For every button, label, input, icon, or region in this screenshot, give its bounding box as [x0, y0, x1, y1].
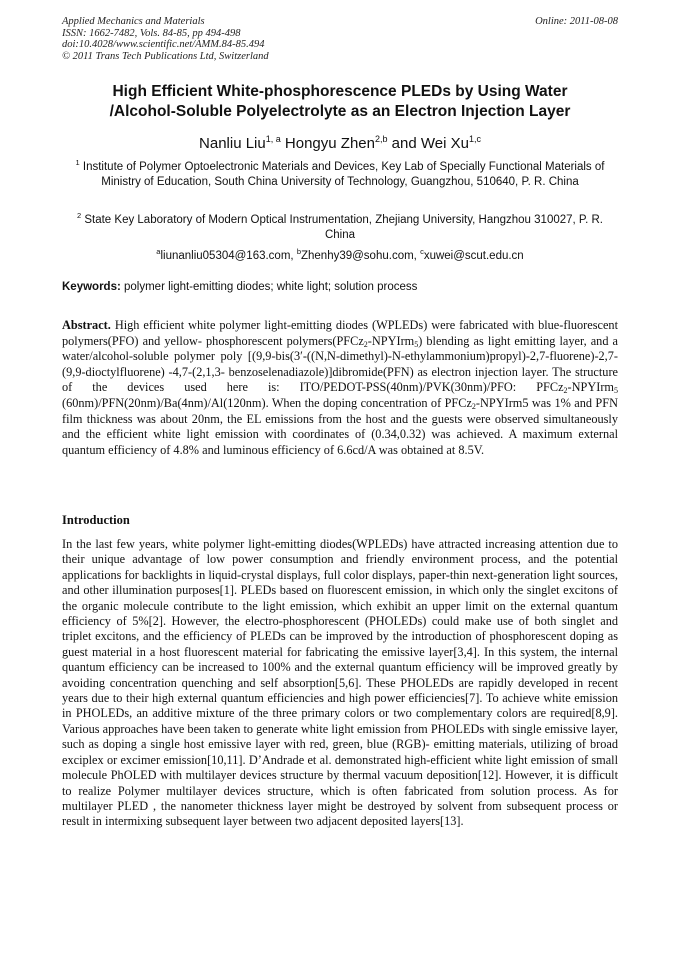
paper-title [62, 82, 618, 122]
affiliation-1 [62, 155, 618, 190]
affiliation-1-text: Institute of Polymer Optoelectronic Materials and Devices, Key Lab of Specially Functional Materials of Ministry of Education, South China University of Technology, Guangzhou, 510640, P. R. China [79, 161, 605, 188]
copyright-line: © 2011 Trans Tech Publications Ltd, Switzerland [62, 50, 269, 62]
journal-header [62, 16, 618, 62]
affiliation-2 [62, 208, 618, 243]
author-1-sup: 1, a [265, 134, 281, 144]
email-b: Zhenhy39@sohu.com, [300, 250, 421, 262]
issn-line: ISSN: 1662-7482, Vols. 84-85, pp 494-498 [62, 27, 241, 39]
affiliation-2-number: 2 [76, 211, 82, 220]
author-list [62, 130, 618, 153]
abstract-sub-2: 5 [414, 339, 419, 349]
author-3-sup: 1,c [468, 134, 481, 144]
affiliation-2-text: State Key Laboratory of Modern Optical Instrumentation, Zhejiang University, Hangzhou 310027, P. R. China [81, 214, 603, 241]
abstract-sub-5: 2 [471, 401, 476, 411]
introduction-heading: Introduction [62, 513, 130, 527]
author-emails [62, 244, 618, 264]
keywords-text: polymer light-emitting diodes; white light; solution process [120, 281, 418, 293]
title-line-2: /Alcohol-Soluble Polyelectrolyte as an Electron Injection Layer [109, 103, 571, 120]
title-line-1: High Efficient White-phosphorescence PLEDs by Using Water [112, 83, 568, 100]
abstract-paragraph [62, 318, 618, 458]
abstract-text-6: -NPYIrm5 was 1% and PFN film thickness was about 20nm, the EL emissions from the host and the guests were observed simultaneously and the efficient white light emission with coordinates of (0.34,0.32) was achieved. A maximum external quantum efficiency of 4.8% and luminous efficiency of 6.6cd/A was obtained at 8.5V. [62, 395, 618, 457]
author-2: Hongyu Zhen [280, 135, 375, 152]
abstract-sub-1: 2 [363, 339, 368, 349]
email-c: xuwei@scut.edu.cn [423, 250, 524, 262]
author-2-sup: 2,b [374, 134, 388, 144]
author-1: Nanliu Liu [199, 135, 266, 152]
abstract-sub-3: 2 [563, 386, 568, 396]
abstract-text-2: -NPYIrm [367, 333, 415, 348]
introduction-paragraph: In the last few years, white polymer light-emitting diodes(WPLEDs) have attracted increasing attention due to their unique advantage of low power consumption and friendly environment process, and the potential applications for backlights in liquid-crystal displays, full color displays, paper-thin next-generation light sources, and other illumination purposes[1]. PLEDs based on fluorescent emission, in which only the singlet excitons of the organic molecule contribute to the light emission, which exhibit an upper limit on the external quantum efficiency of 5%[2]. However, the electro-phosphorescent (PHOLEDs) could make use of both singlet and triplet excitons, and the efficiency of PLEDs can be improved by the introduction of phosphorescent doping as guest material in a host fluorescent material for fabricating the emissive layer[3,4]. In this system, the internal quantum efficiency can be increased to 100% and the external quantum efficiency will be improved greatly by avoiding concentration quenching and self absorption[5,6]. These PHOLEDs are rapidly developed in recent years due to their high external quantum efficiencies and high power efficiencies[7]. To achieve white emission in PHOLEDs, an additive mixture of the three primary colors or two complementary colors are required[8,9]. Various approaches have been taken to generate white light emission from PHOLEDs with single emissive layer, such as doping a single host emissive layer with red, green, blue (RGB)- emitting materials, utilizing of broad exciplex or excimer emission[10,11]. D’Andrade et al. demonstrated high-efficient white light emission of small molecule PhOLED with multilayer devices structure by thermal vacuum deposition[12]. However, it is difficult to realize Polymer multilayer devices structure, which is often fabricated from solution process. As for multilayer PLED , the nanometer thickness layer might be destroyed by solvent from subsequent process or result in intermixing subsequent layer between two adjacent deposited layers[13]. [62, 537, 618, 829]
journal-name: Applied Mechanics and Materials [62, 16, 205, 27]
email-a: liunanliu05304@163.com, [160, 250, 297, 262]
email-b-sup: b [296, 247, 301, 256]
doi-line: doi:10.4028/www.scientific.net/AMM.84-85.494 [62, 39, 265, 50]
keywords-line [62, 280, 618, 295]
keywords-label: Keywords: [62, 281, 121, 293]
author-3: and Wei Xu [387, 135, 469, 152]
email-c-sup: c [420, 247, 424, 256]
online-date: Online: 2011-08-08 [535, 16, 618, 27]
abstract-sub-4: 5 [614, 386, 618, 396]
abstract-text-5: (60nm)/PFN(20nm)/Ba(4nm)/Al(120nm). When the doping concentration of PFCz [62, 395, 472, 410]
affiliation-1-number: 1 [75, 158, 80, 167]
email-a-sup: a [156, 247, 161, 256]
abstract-text-1: High efficient white polymer light-emitting diodes (WPLEDs) were fabricated with blue-fluorescent polymers(PFO) and yellow- phosphorescent polymers(PFCz [62, 318, 618, 348]
abstract-text-3: ) blending as light emitting layer, and a water/alcohol-soluble polymer poly [(9,9-bis(3′-((N,N-dimethyl)-N-ethylammonium)propyl)-2,7-fluorene)-2,7-(9,9-dioctylfluorene) -4,7-(2,1,3- benzoselenadiazole)]dibromide(PFN) as electron injection layer. The structure of the devices used here is: ITO/PEDOT-PSS(40nm)/PVK(30nm)/PFO: PFCz [62, 333, 618, 395]
abstract-label: Abstract. [62, 318, 111, 332]
abstract-text-4: -NPYIrm [567, 380, 614, 395]
